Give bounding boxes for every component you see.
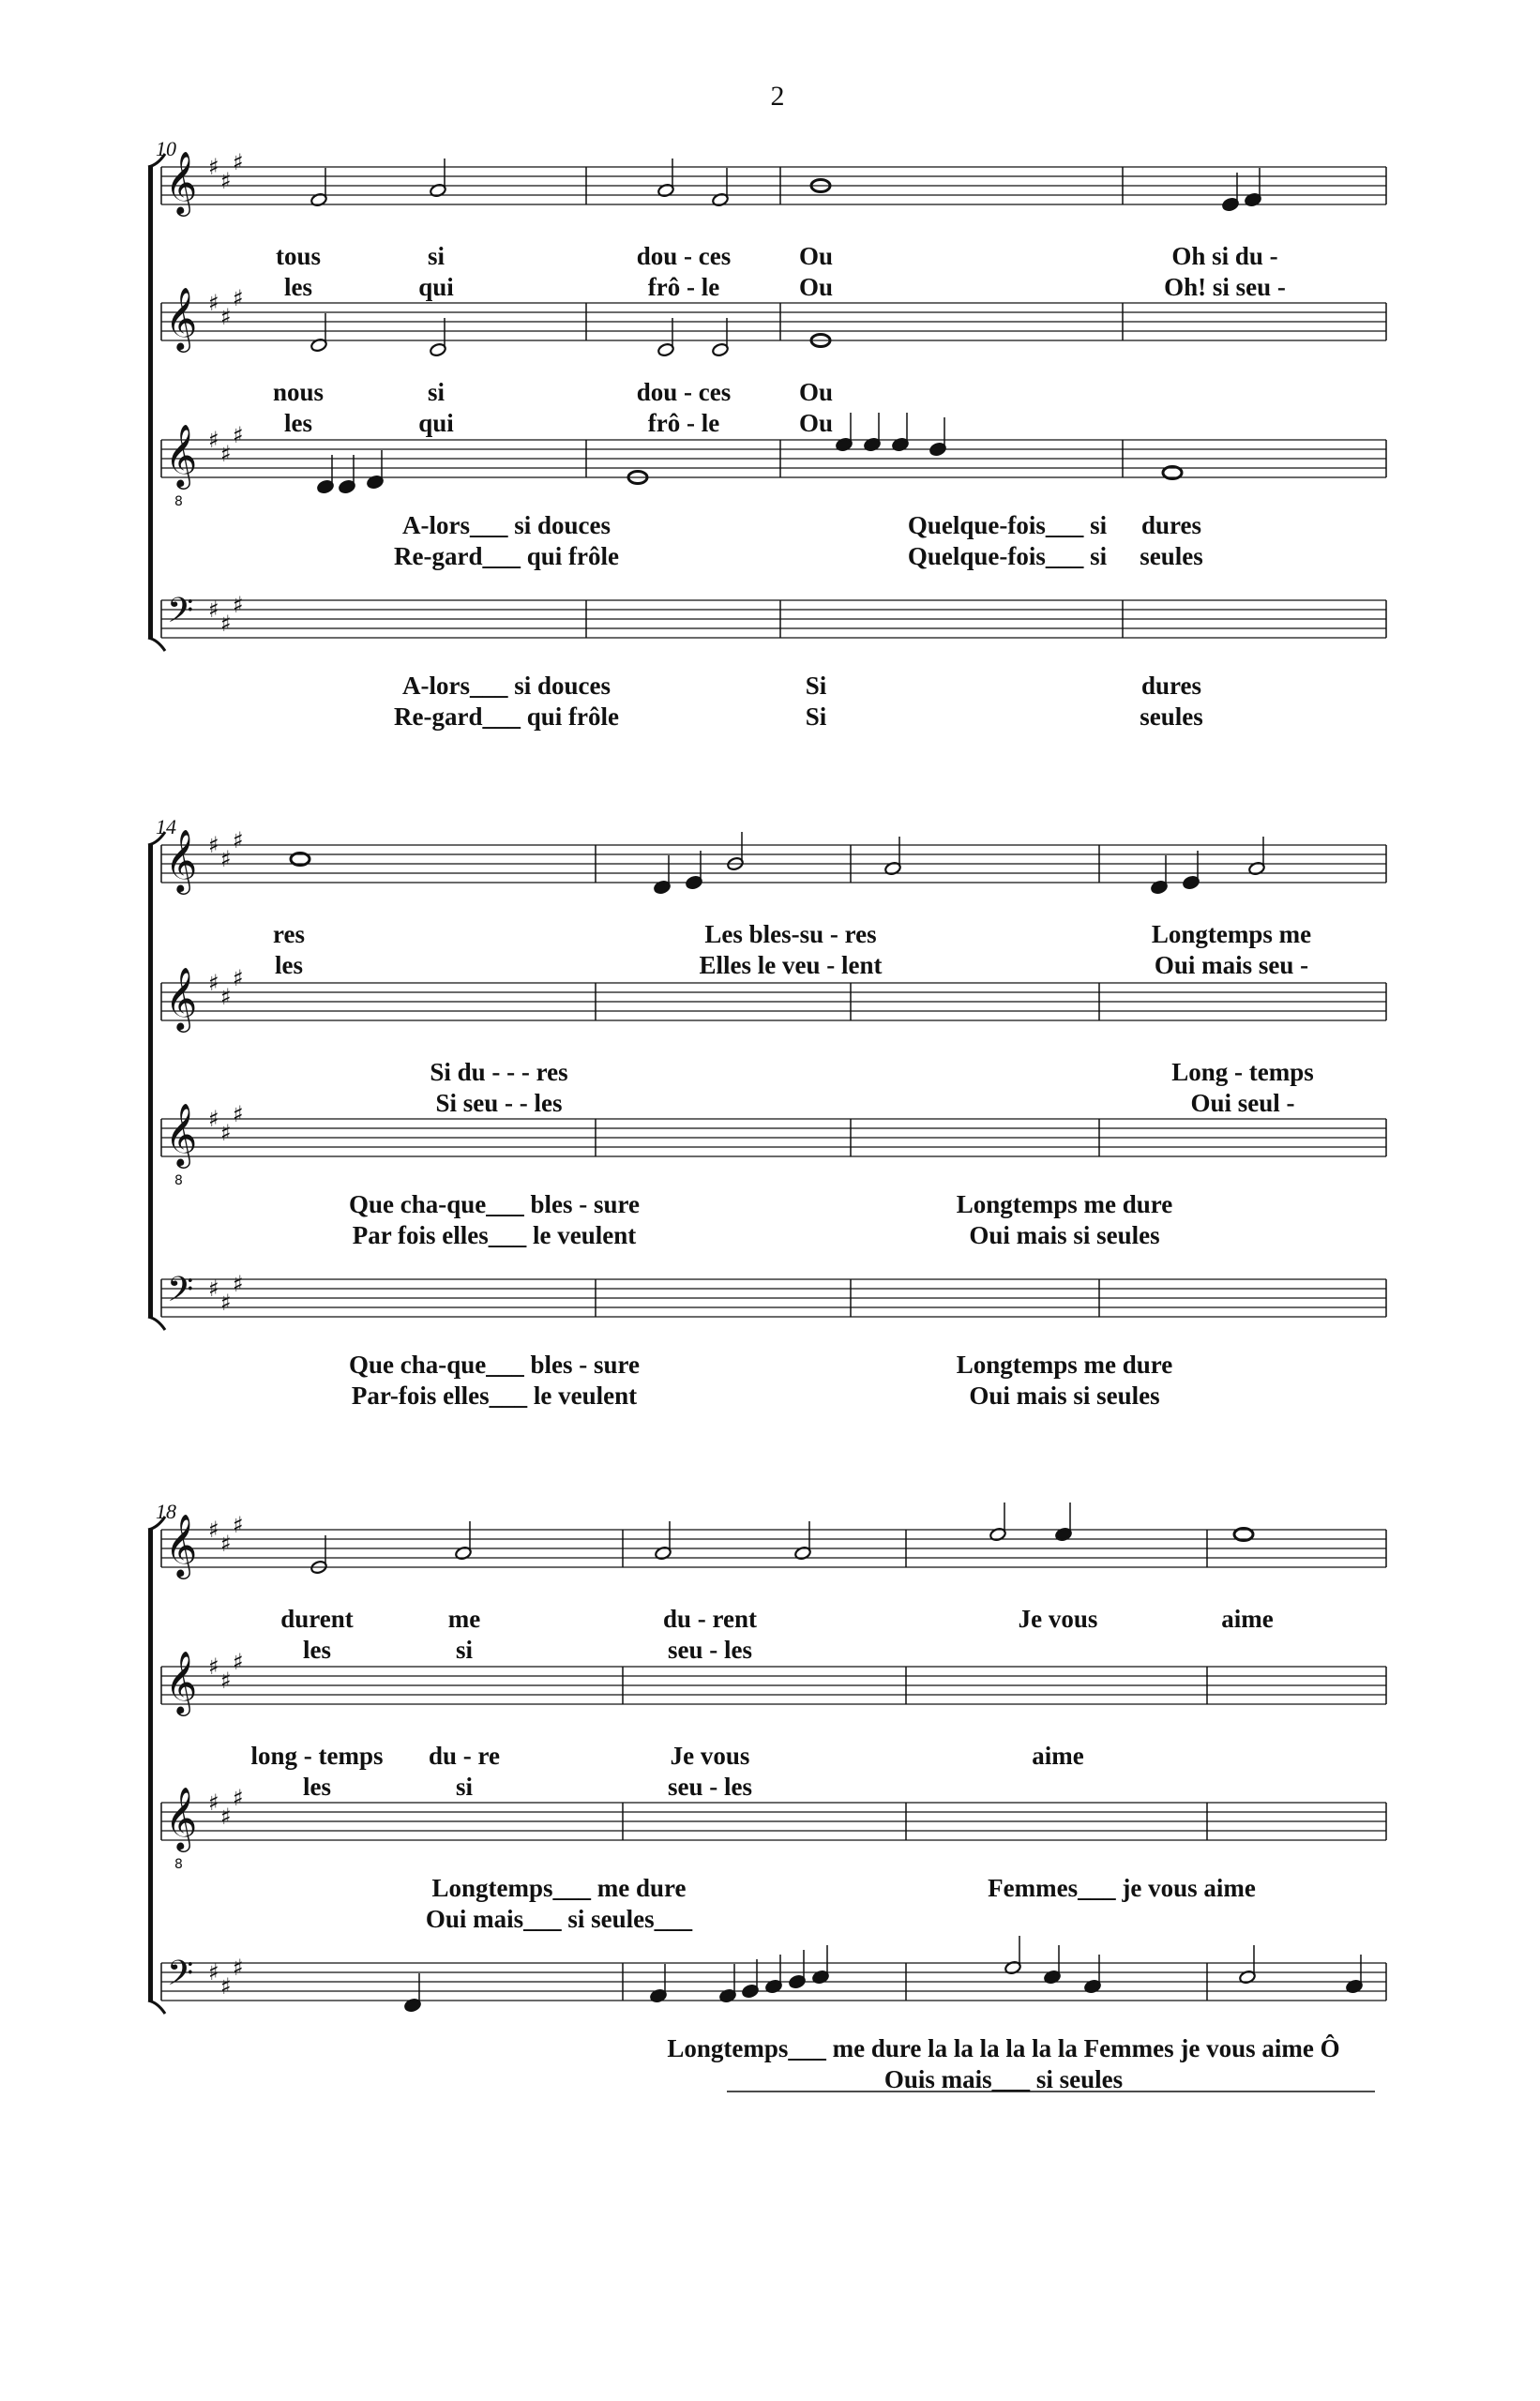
lyric-syllable: nous [272,378,325,406]
lyric-syllable: du - re [428,1742,501,1770]
page-number: 2 [770,81,785,112]
sharp-icon: ♯ [208,596,219,623]
sharp-icon: ♯ [233,285,244,311]
lyric-syllable: Les bles-su - res [704,920,877,948]
lyric-syllable: dou - ces [636,378,732,406]
sharp-icon: ♯ [208,290,219,316]
sharp-icon: ♯ [208,1959,219,1986]
lyric-syllable: Si [805,672,827,700]
lyric-syllable: Par fois elles___ le veulent [352,1221,637,1249]
lyric-syllable: Oui mais___ si seules___ [425,1905,693,1933]
lyric-syllable: Si du - - - res [430,1058,568,1086]
sharp-icon: ♯ [233,1101,244,1127]
sharp-icon: ♯ [220,441,232,467]
lyric-syllable: frô - le [647,273,720,301]
octave-eight-mark: 8 [174,494,183,509]
treble-clef-icon: 𝄞 [165,828,198,892]
lyric-syllable: les [303,1636,331,1664]
system-bracket [148,1530,153,2001]
lyric-syllable: Oh! si seu - [1164,273,1286,301]
lyric-syllable: dures [1140,672,1202,700]
lyric-syllable: seu - les [668,1773,752,1801]
lyric-syllable: Par-fois elles___ le veulent [351,1382,638,1410]
lyric-syllable: Je vous [1018,1605,1098,1633]
lyric-syllable: si [455,1636,474,1664]
sharp-icon: ♯ [233,149,244,175]
lyric-syllable: les [284,273,312,301]
lyric-syllable: durent [280,1605,354,1633]
lyric-syllable: frô - le [647,409,720,437]
measure-number: 18 [156,1500,176,1523]
lyric-syllable: dures [1140,511,1202,539]
sharp-icon: ♯ [208,1789,219,1816]
lyric-syllable: seu - les [668,1636,752,1664]
treble-clef-icon: 𝄞 [165,1650,198,1714]
sharp-icon: ♯ [220,984,232,1010]
sharp-icon: ♯ [208,1106,219,1132]
lyric-syllable: qui [418,409,454,437]
lyric-syllable: Quelque-fois___ si [907,511,1108,539]
lyric-syllable: Ou [798,378,834,406]
treble-clef-icon: 𝄞 [165,423,198,487]
lyric-syllable: Longtemps me [1151,920,1312,948]
sharp-icon: ♯ [220,1668,232,1694]
lyric-syllable: Longtemps me dure [956,1190,1173,1218]
lyric-syllable: Ou [798,409,834,437]
lyric-syllable: qui [418,273,454,301]
lyric-syllable: Si [805,702,827,731]
sharp-icon: ♯ [208,1517,219,1543]
sharp-icon: ♯ [220,168,232,194]
treble-clef-icon: 𝄞 [165,150,198,214]
measure-number: 10 [156,137,176,160]
bass-clef-icon: 𝄢 [167,1954,194,2001]
lyric-syllable: tous [275,242,322,270]
lyric-syllable: Re-gard___ qui frôle [394,542,619,570]
lyric-syllable: Ouis mais___ si seules [883,2065,1124,2093]
sharp-icon: ♯ [208,427,219,453]
lyric-syllable: Que cha-que___ bles - sure [348,1351,641,1379]
lyric-syllable: dou - ces [636,242,732,270]
system-bracket [148,845,153,1317]
lyric-syllable: me [447,1605,481,1633]
lyric-syllable: du - rent [662,1605,758,1633]
sharp-icon: ♯ [208,154,219,180]
lyric-syllable: si [427,378,445,406]
lyric-syllable: Que cha-que___ bles - sure [348,1190,641,1218]
lyric-syllable: Ou [798,273,834,301]
lyric-syllable: Je vous [670,1742,750,1770]
treble-clef-icon: 𝄞 [165,966,198,1030]
treble-clef-icon: 𝄞 [165,1786,198,1850]
bass-clef-icon: 𝄢 [167,591,194,639]
treble-clef-icon: 𝄞 [165,1102,198,1166]
lyric-syllable: A-lors___ si douces [402,511,611,539]
lyric-syllable: Oui seul - [1190,1089,1295,1117]
sharp-icon: ♯ [208,970,219,996]
sharp-icon: ♯ [233,592,244,618]
lyric-syllable: Si seu - - les [435,1089,563,1117]
octave-eight-mark: 8 [174,1857,183,1872]
lyric-syllable: Oui mais si seules [969,1382,1160,1410]
measure-number: 14 [156,815,176,838]
sharp-icon: ♯ [208,1276,219,1302]
system-bracket [148,167,153,638]
sharp-icon: ♯ [220,1804,232,1830]
lyric-syllable: Elles le veu - lent [699,951,883,979]
lyric-syllable: Re-gard___ qui frôle [394,702,619,731]
lyric-syllable: les [275,951,303,979]
lyric-syllable: Longtemps me dure [956,1351,1173,1379]
lyric-syllable: seules [1140,702,1203,731]
lyric-syllable: seules [1140,542,1203,570]
lyric-syllable: si [427,242,445,270]
sharp-icon: ♯ [220,846,232,872]
lyric-syllable: Longtemps___ me dure la la la la la la Femmes je vous aime Ô [667,2034,1340,2062]
sharp-icon: ♯ [233,965,244,991]
sharp-icon: ♯ [233,1785,244,1811]
sharp-icon: ♯ [233,827,244,853]
lyric-syllable: Quelque-fois___ si [907,542,1108,570]
lyric-syllable: long - temps [250,1742,384,1770]
sharp-icon: ♯ [233,422,244,448]
octave-eight-mark: 8 [174,1173,183,1188]
bass-clef-icon: 𝄢 [167,1270,194,1318]
sharp-icon: ♯ [220,1973,232,2000]
sharp-icon: ♯ [233,1649,244,1675]
sharp-icon: ♯ [220,1290,232,1316]
lyric-syllable: aime [1221,1605,1274,1633]
lyric-syllable: aime [1032,1742,1084,1770]
bracket-bottom-hook [148,1317,165,1330]
sharp-icon: ♯ [233,1271,244,1297]
bracket-bottom-hook [148,638,165,651]
sharp-icon: ♯ [233,1955,244,1981]
sharp-icon: ♯ [208,1654,219,1680]
lyric-syllable: Long - temps [1171,1058,1314,1086]
sharp-icon: ♯ [220,1531,232,1557]
sharp-icon: ♯ [220,1120,232,1146]
sharp-icon: ♯ [220,304,232,330]
lyric-syllable: les [303,1773,331,1801]
sharp-icon: ♯ [233,1512,244,1538]
lyric-syllable: si [455,1773,474,1801]
lyric-syllable: Ou [798,242,834,270]
treble-clef-icon: 𝄞 [165,1513,198,1577]
sharp-icon: ♯ [220,611,232,637]
lyric-syllable: Longtemps___ me dure [431,1874,687,1902]
lyric-syllable: Oui mais si seules [969,1221,1160,1249]
lyric-syllable: Femmes___ je vous aime [988,1874,1256,1902]
lyric-syllable: res [273,920,305,948]
sharp-icon: ♯ [208,832,219,858]
lyric-syllable: les [284,409,312,437]
lyric-syllable: Oh si du - [1171,242,1278,270]
treble-clef-icon: 𝄞 [165,286,198,350]
bracket-bottom-hook [148,2001,165,2014]
lyric-syllable: Oui mais seu - [1154,951,1309,979]
lyric-syllable: A-lors___ si douces [402,672,611,700]
